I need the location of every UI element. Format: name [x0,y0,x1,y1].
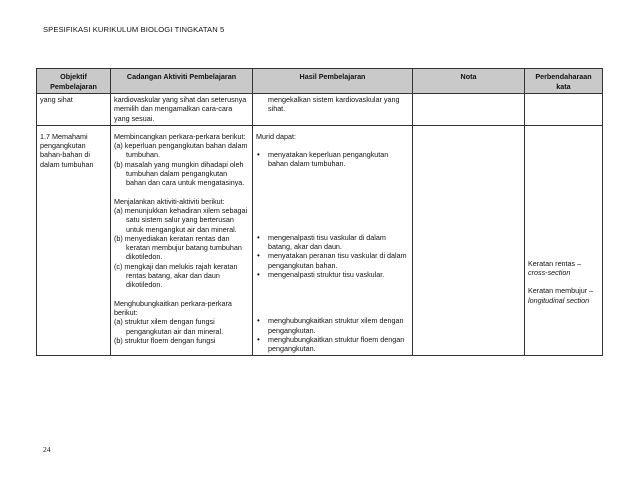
activity-item: (b) menyediakan keratan rentas dan keratan membujur batang tumbuhan dikotiledon. [114,233,242,262]
cell-cadangan: kardiovaskular yang sihat dan seterusnya memilih dan mengamalkan cara-cara yang sesuai. [111,94,253,126]
cell-objektif: yang sihat [37,94,111,126]
table-header-row [37,69,603,94]
cell-hasil [253,125,413,356]
vocab-term: Keratan rentas – [528,258,582,268]
activity-item: (a) keperluan pengangkutan bahan dalam tumbuhan. [114,141,248,160]
table-row [37,94,603,126]
column-header-hasil: Hasil Pembelajaran [253,69,413,94]
learning-outcome-list [256,150,409,169]
learning-outcome-list [256,316,409,353]
column-header-nota: Nota [413,69,525,94]
activity-intro: Membincangkan perkara-perkara berikut: [114,131,246,141]
vocab-term: Keratan membujur – [528,286,594,296]
learning-outcome-list [256,233,409,279]
column-header-perbendaharaan: Perbendaharaan kata [525,69,603,94]
activity-item: (a) struktur xilem dengan fungsi pengangkutan air dan mineral. [114,317,224,336]
learning-outcome-item: • menyatakan peranan tisu vaskular di dalam pengangkutan bahan. [256,251,409,270]
learning-outcome-item: • menyatakan keperluan pengangkutan bahan dalam tumbuhan. [256,150,409,169]
learning-outcome-item: • mengenalpasti struktur tisu vaskular. [256,270,409,279]
vocab-english: cross-section [528,268,571,278]
cell-nota [413,125,525,356]
activity-item: (a) menunjukkan kehadiran xilem sebagai satu sistem salur yang berterusan untuk mengangkut air dan mineral. [114,205,248,234]
activity-intro: Menjalankan aktiviti-aktiviti berikut: [114,196,225,206]
cell-objektif: 1.7 Memahami pengangkutan bahan-bahan di dalam tumbuhan [37,125,111,356]
cell-perbendaharaan [525,94,603,126]
table-row [37,125,603,356]
curriculum-table [36,68,603,356]
activity-intro: Menghubungkaitkan perkara-perkara berikut: [114,298,232,317]
activity-item: (b) struktur floem dengan fungsi [114,335,216,345]
cell-cadangan [111,125,253,356]
cell-perbendaharaan [525,125,603,356]
page-number: 24 [43,445,51,454]
learning-outcome-intro: Murid dapat: [256,131,296,141]
learning-outcome-item: • menghubungkaitkan struktur floem dengan pengangkutan. [256,335,409,354]
column-header-objektif: Objektif Pembelajaran [37,69,111,94]
learning-outcome-item: • menghubungkaitkan struktur xilem dengan pengangkutan. [256,316,409,335]
cell-nota [413,94,525,126]
vocab-english: longitudinal section [528,295,590,305]
activity-item: (c) mengkaji dan melukis rajah keratan rentas batang, akar dan daun dikotiledon. [114,261,238,290]
document-header-title: SPESIFIKASI KURIKULUM BIOLOGI TINGKATAN 5 [43,25,225,34]
cell-hasil: mengekalkan sistem kardiovaskular yang sihat. [253,94,413,126]
activity-item: (b) masalah yang mungkin dihadapi oleh tumbuhan dalam pengangkutan bahan dan cara untuk mengatasinya. [114,159,245,188]
column-header-cadangan: Cadangan Aktiviti Pembelajaran [111,69,253,94]
learning-outcome-item: • mengenalpasti tisu vaskular di dalam batang, akar dan daun. [256,233,409,252]
